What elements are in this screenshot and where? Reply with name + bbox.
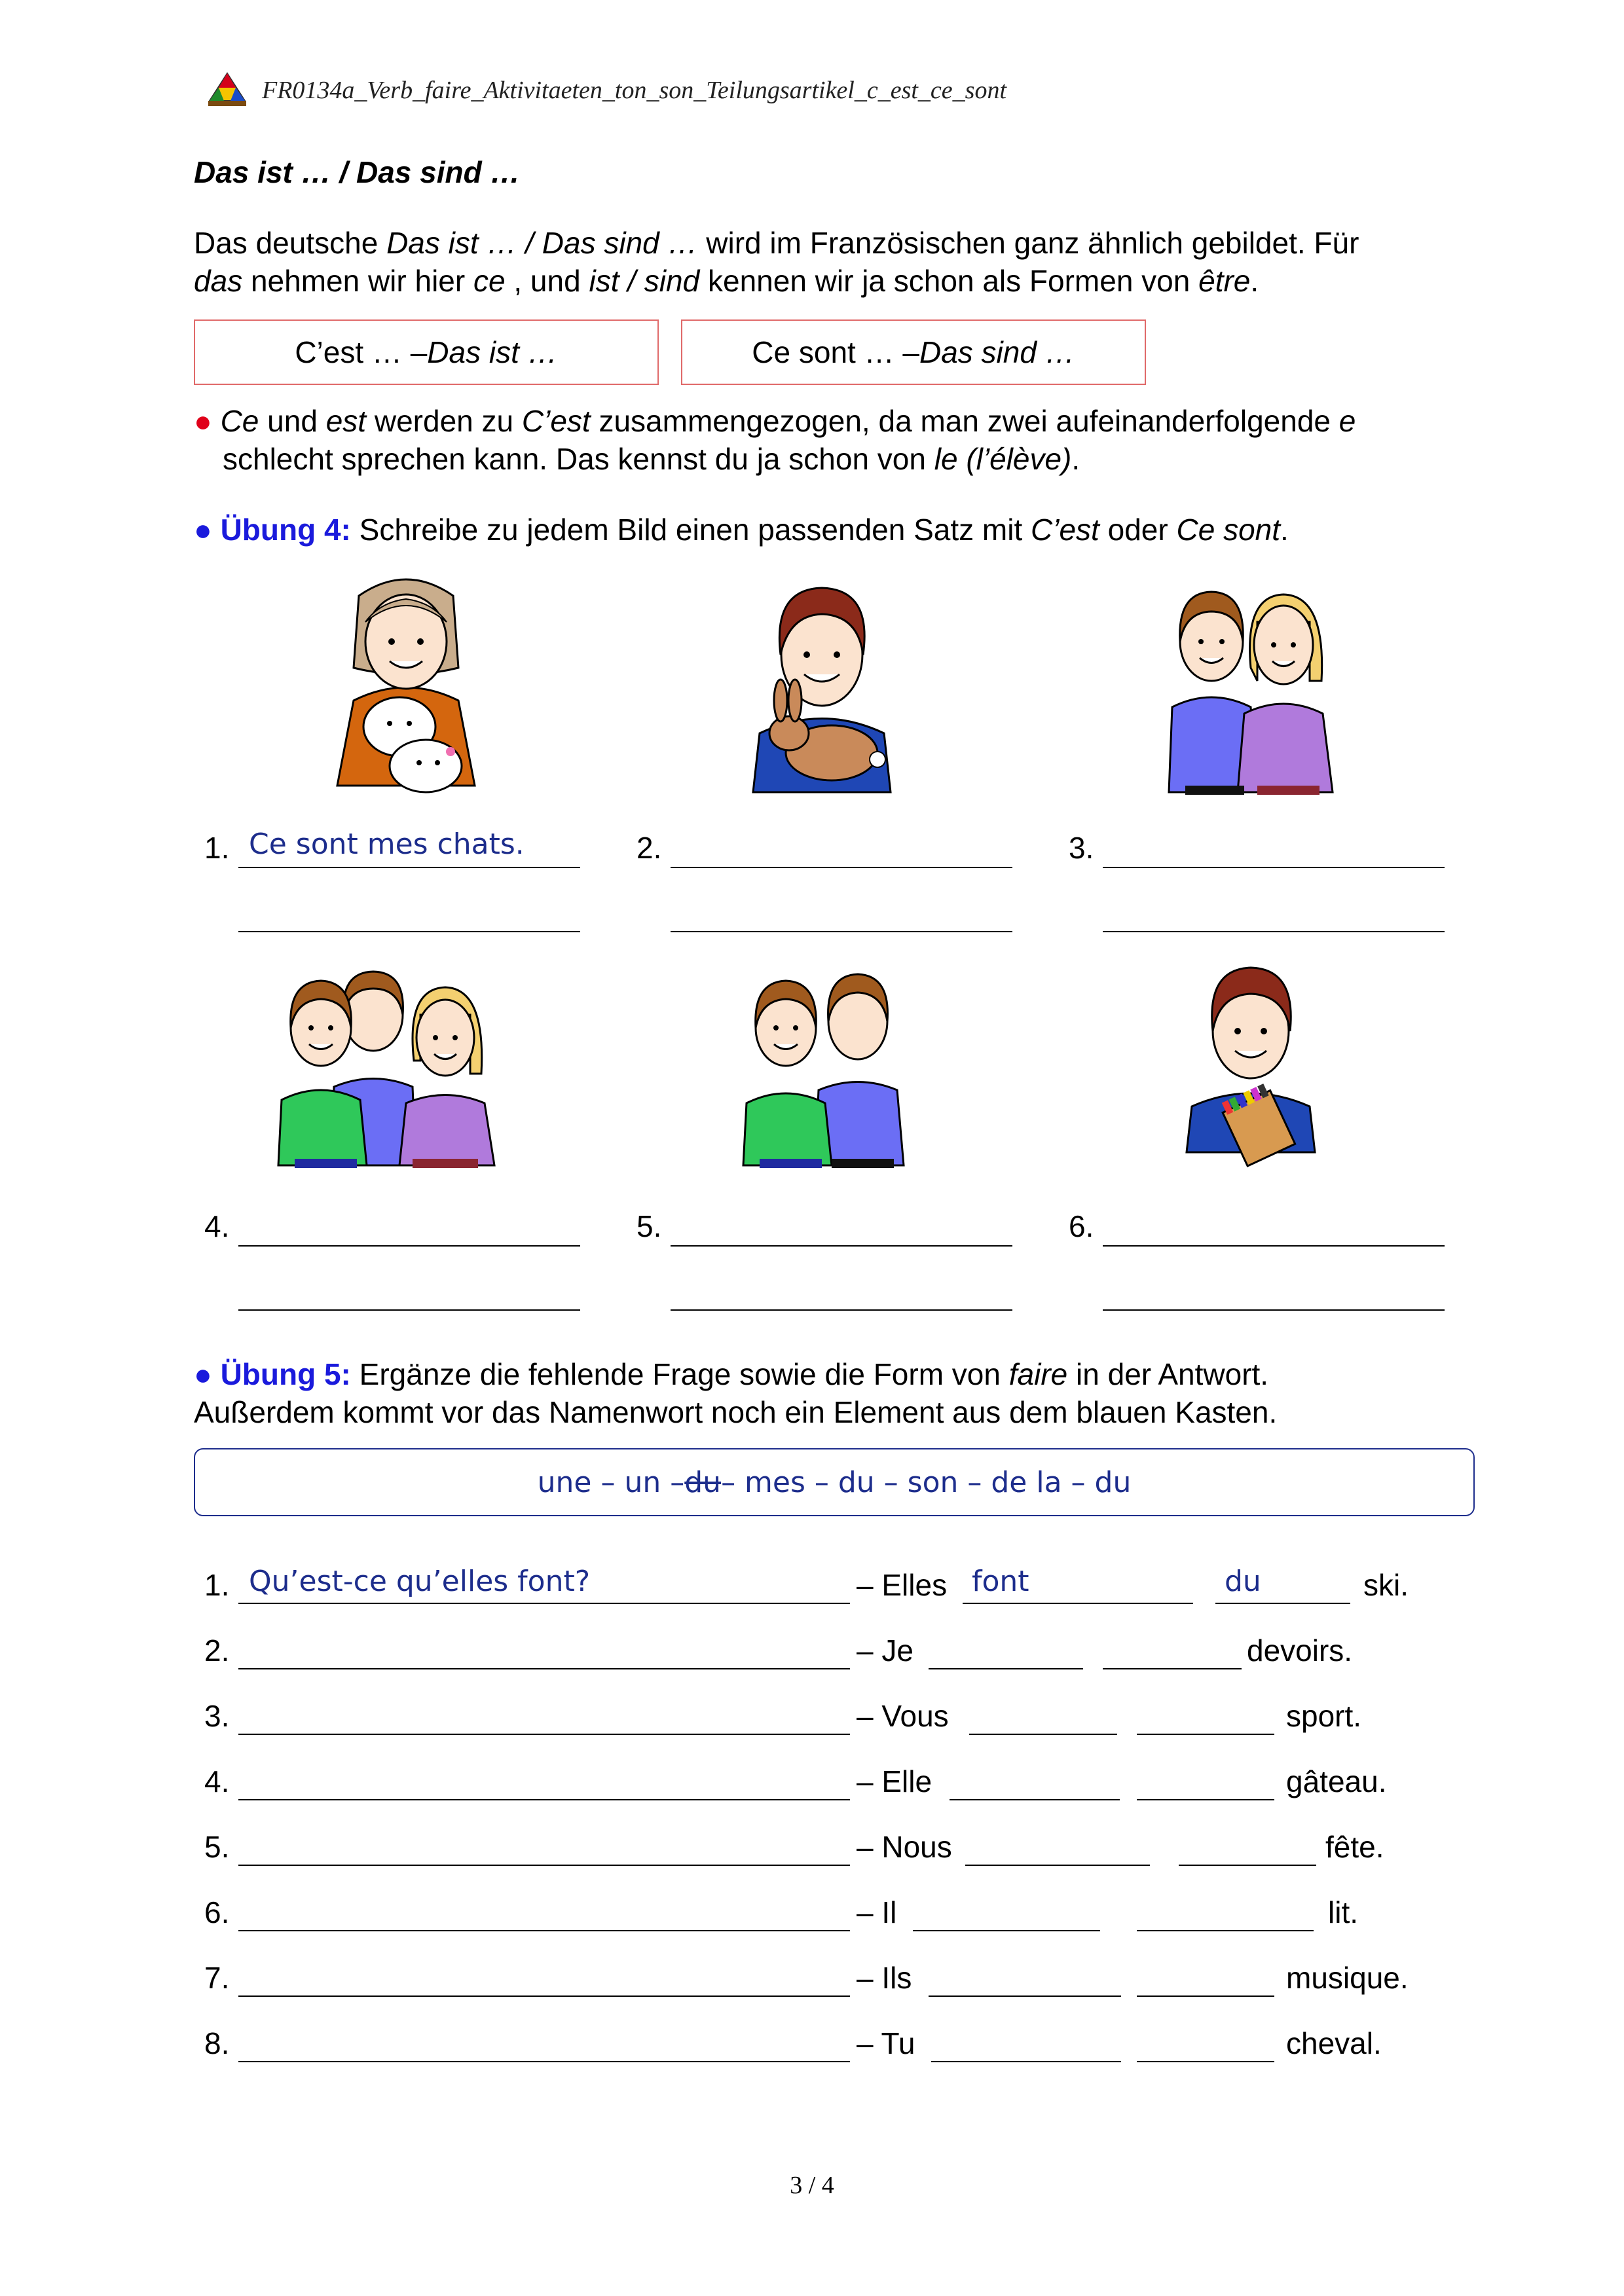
ex5-noun: cheval.	[1286, 2026, 1382, 2060]
ex5-article-line[interactable]	[1103, 1667, 1242, 1669]
two-boys-illustration	[740, 962, 917, 1178]
ex5-pronoun: – Je	[857, 1633, 913, 1667]
ex5-noun: musique.	[1286, 1961, 1409, 1995]
ex5-verb-line[interactable]	[929, 1667, 1083, 1669]
ex5-number: 8.	[204, 2026, 230, 2060]
section-title: Das ist … / Das sind …	[194, 155, 521, 189]
ex5-pronoun: – Elles	[857, 1568, 948, 1602]
ex4-answer-line[interactable]	[238, 1244, 580, 1247]
ex5-verb-line[interactable]	[931, 2060, 1121, 2062]
ex5-noun: ski.	[1363, 1568, 1409, 1602]
ex5-number: 3.	[204, 1699, 230, 1733]
ex4-answer-line[interactable]	[1103, 1308, 1445, 1311]
ex5-article-line[interactable]	[1137, 1798, 1274, 1800]
ex5-article-answer[interactable]: du	[1225, 1565, 1261, 1598]
ex5-verb-line[interactable]	[965, 1863, 1150, 1866]
ex5-verb-line[interactable]	[950, 1798, 1120, 1800]
word-bank-box: une – un – du – mes – du – son – de la – du	[194, 1448, 1475, 1516]
ex4-number-3: 3.	[1069, 831, 1094, 865]
ex5-question-line[interactable]	[238, 2060, 850, 2062]
exercise5-instructions-line-2: Außerdem kommt vor das Namenwort noch ein Element aus dem blauen Kasten.	[194, 1395, 1278, 1429]
exercise4-instructions: ● Übung 4: Schreibe zu jedem Bild einen passenden Satz mit C’est oder Ce sont.	[194, 513, 1289, 547]
intro-line-1: Das deutsche Das ist … / Das sind … wird im Französischen ganz ähnlich gebildet. Für	[194, 226, 1359, 260]
ex4-number-2: 2.	[637, 831, 662, 865]
ex5-noun: sport.	[1286, 1699, 1362, 1733]
ex5-verb-line[interactable]	[963, 1601, 1193, 1604]
ex5-question-line[interactable]	[238, 1732, 850, 1735]
ex5-number: 5.	[204, 1830, 230, 1864]
cest-rule-box: C’est … – Das ist …	[194, 319, 659, 385]
ex5-number: 1.	[204, 1568, 230, 1602]
person-with-rabbit-illustration	[747, 576, 897, 799]
ex5-noun: gâteau.	[1286, 1764, 1387, 1798]
note-line-2: schlecht sprechen kann. Das kennst du ja schon von le (l’élève).	[223, 442, 1080, 476]
ex5-article-line[interactable]	[1215, 1601, 1350, 1604]
ex5-number: 4.	[204, 1764, 230, 1798]
ex4-answer-line[interactable]	[671, 1244, 1012, 1247]
exercise5-instructions-line-1: ● Übung 5: Ergänze die fehlende Frage sowie die Form von faire in der Antwort.	[194, 1357, 1269, 1391]
ex5-article-line[interactable]	[1137, 1732, 1274, 1735]
publisher-logo-icon	[204, 71, 250, 107]
ex5-noun: fête.	[1325, 1830, 1384, 1864]
ex4-answer-line[interactable]	[671, 930, 1012, 932]
ex5-pronoun: – Ils	[857, 1961, 912, 1995]
used-word: du	[684, 1465, 722, 1499]
ex5-verb-line[interactable]	[929, 1994, 1121, 1997]
ex5-noun: devoirs.	[1247, 1633, 1353, 1667]
ex5-pronoun: – Il	[857, 1895, 897, 1929]
ex5-article-line[interactable]	[1179, 1863, 1316, 1866]
ex4-number-5: 5.	[637, 1209, 662, 1243]
ex4-answer-line[interactable]	[1103, 930, 1445, 932]
ex4-answer-line[interactable]	[238, 930, 580, 932]
person-with-cats-illustration	[327, 570, 485, 805]
cesont-rule-box: Ce sont … – Das sind …	[681, 319, 1146, 385]
note-line-1: ● Ce und est werden zu C’est zusammengezogen, da man zwei aufeinanderfolgende e	[194, 404, 1356, 438]
ex4-number-6: 6.	[1069, 1209, 1094, 1243]
ex5-question-answer[interactable]: Qu’est-ce qu’elles font?	[249, 1565, 591, 1598]
ex5-question-line[interactable]	[238, 1929, 850, 1931]
ex5-verb-line[interactable]	[969, 1732, 1117, 1735]
ex5-verb-line[interactable]	[913, 1929, 1100, 1931]
ex5-verb-answer[interactable]: font	[972, 1565, 1029, 1598]
ex5-article-line[interactable]	[1137, 2060, 1274, 2062]
ex4-answer-line[interactable]	[238, 866, 580, 868]
ex4-number-4: 4.	[204, 1209, 230, 1243]
ex5-question-line[interactable]	[238, 1994, 850, 1997]
ex4-answer-line[interactable]	[671, 866, 1012, 868]
ex5-number: 6.	[204, 1895, 230, 1929]
three-people-illustration	[275, 962, 517, 1178]
ex4-answer-1[interactable]: Ce sont mes chats.	[249, 828, 525, 861]
person-with-pencils-illustration	[1185, 956, 1316, 1178]
intro-line-2: das nehmen wir hier ce , und ist / sind kennen wir ja schon als Formen von être.	[194, 264, 1259, 298]
ex5-pronoun: – Tu	[857, 2026, 915, 2060]
ex5-question-line[interactable]	[238, 1863, 850, 1866]
document-filename: FR0134a_Verb_faire_Aktivitaeten_ton_son_Teilungsartikel_c_est_ce_sont	[262, 77, 1007, 104]
bullet-icon: ●	[194, 404, 212, 438]
ex5-number: 2.	[204, 1633, 230, 1667]
ex4-number-1: 1.	[204, 831, 230, 865]
ex5-pronoun: – Elle	[857, 1764, 932, 1798]
ex5-noun: lit.	[1328, 1895, 1358, 1929]
ex4-answer-line[interactable]	[238, 1308, 580, 1311]
ex5-number: 7.	[204, 1961, 230, 1995]
ex5-article-line[interactable]	[1137, 1994, 1274, 1997]
ex4-answer-line[interactable]	[671, 1308, 1012, 1311]
ex5-pronoun: – Nous	[857, 1830, 952, 1864]
ex4-answer-line[interactable]	[1103, 866, 1445, 868]
page-number: 3 / 4	[790, 2172, 834, 2199]
ex5-question-line[interactable]	[238, 1667, 850, 1669]
two-people-illustration	[1166, 583, 1356, 799]
ex5-pronoun: – Vous	[857, 1699, 949, 1733]
ex5-article-line[interactable]	[1137, 1929, 1314, 1931]
ex5-question-line[interactable]	[238, 1601, 850, 1604]
ex4-answer-line[interactable]	[1103, 1244, 1445, 1247]
ex5-question-line[interactable]	[238, 1798, 850, 1800]
